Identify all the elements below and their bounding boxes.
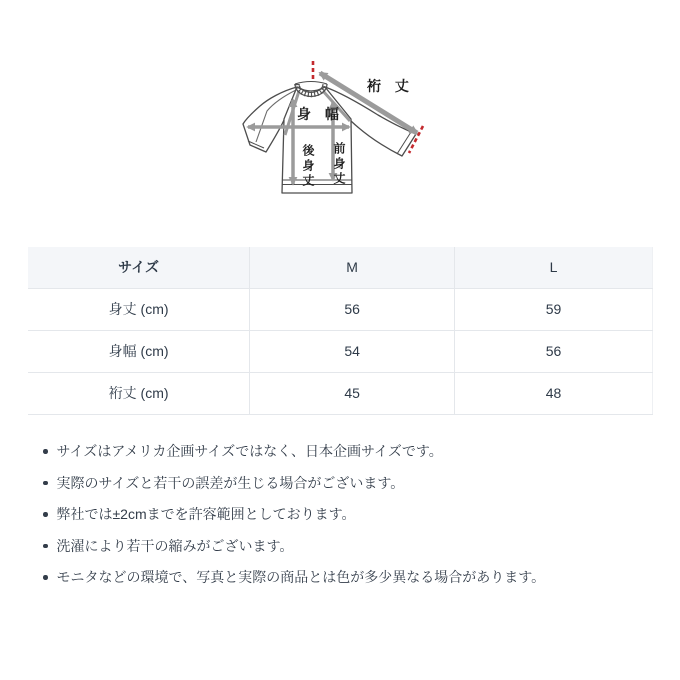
column-header-size: サイズ — [28, 247, 250, 288]
bullet-icon — [43, 481, 48, 486]
cell-value: 56 — [250, 288, 455, 330]
bullet-icon — [43, 544, 48, 549]
bullet-icon — [43, 512, 48, 517]
table-row-body-width — [28, 330, 653, 372]
list-item — [40, 570, 660, 585]
row-label: 裄丈 (cm) — [28, 372, 250, 414]
size-table — [28, 247, 653, 415]
bullet-icon — [43, 575, 48, 580]
list-item — [40, 539, 660, 554]
note-text: 実際のサイズと若干の誤差が生じる場合がございます。 — [56, 474, 405, 491]
note-text: モニタなどの環境で、写真と実際の商品とは色が多少異なる場合があります。 — [56, 569, 546, 585]
cell-value: 56 — [455, 330, 653, 372]
cell-value: 59 — [455, 288, 653, 330]
cell-value: 54 — [250, 330, 455, 372]
collar-back-edge — [295, 82, 327, 85]
notes-list — [40, 444, 660, 602]
row-label: 身丈 (cm) — [28, 288, 250, 330]
column-header-l: L — [455, 247, 653, 288]
table-row-sleeve-length — [28, 372, 653, 414]
list-item — [40, 507, 660, 522]
list-item — [40, 476, 660, 491]
cell-value: 48 — [455, 372, 653, 414]
note-text: サイズはアメリカ企画サイズではなく、日本企画サイズです。 — [56, 443, 443, 459]
bullet-icon — [43, 449, 48, 454]
cell-value: 45 — [250, 372, 455, 414]
label-sleeve-length: 裄 丈 — [367, 78, 414, 94]
table-row-body-length — [28, 288, 653, 330]
list-item — [40, 444, 660, 459]
size-table-header-row — [28, 247, 653, 288]
row-label: 身幅 (cm) — [28, 330, 250, 372]
note-text: 弊社では±2cmまでを許容範囲としております。 — [56, 506, 356, 522]
column-header-m: M — [250, 247, 455, 288]
label-front-body-length: 前身丈 — [332, 142, 346, 187]
note-text: 洗濯により若干の縮みがございます。 — [56, 537, 294, 554]
label-back-body-length: 後身丈 — [301, 144, 315, 189]
shirt-measurement-diagram — [230, 45, 450, 213]
label-body-width: 身 幅 — [297, 106, 344, 122]
